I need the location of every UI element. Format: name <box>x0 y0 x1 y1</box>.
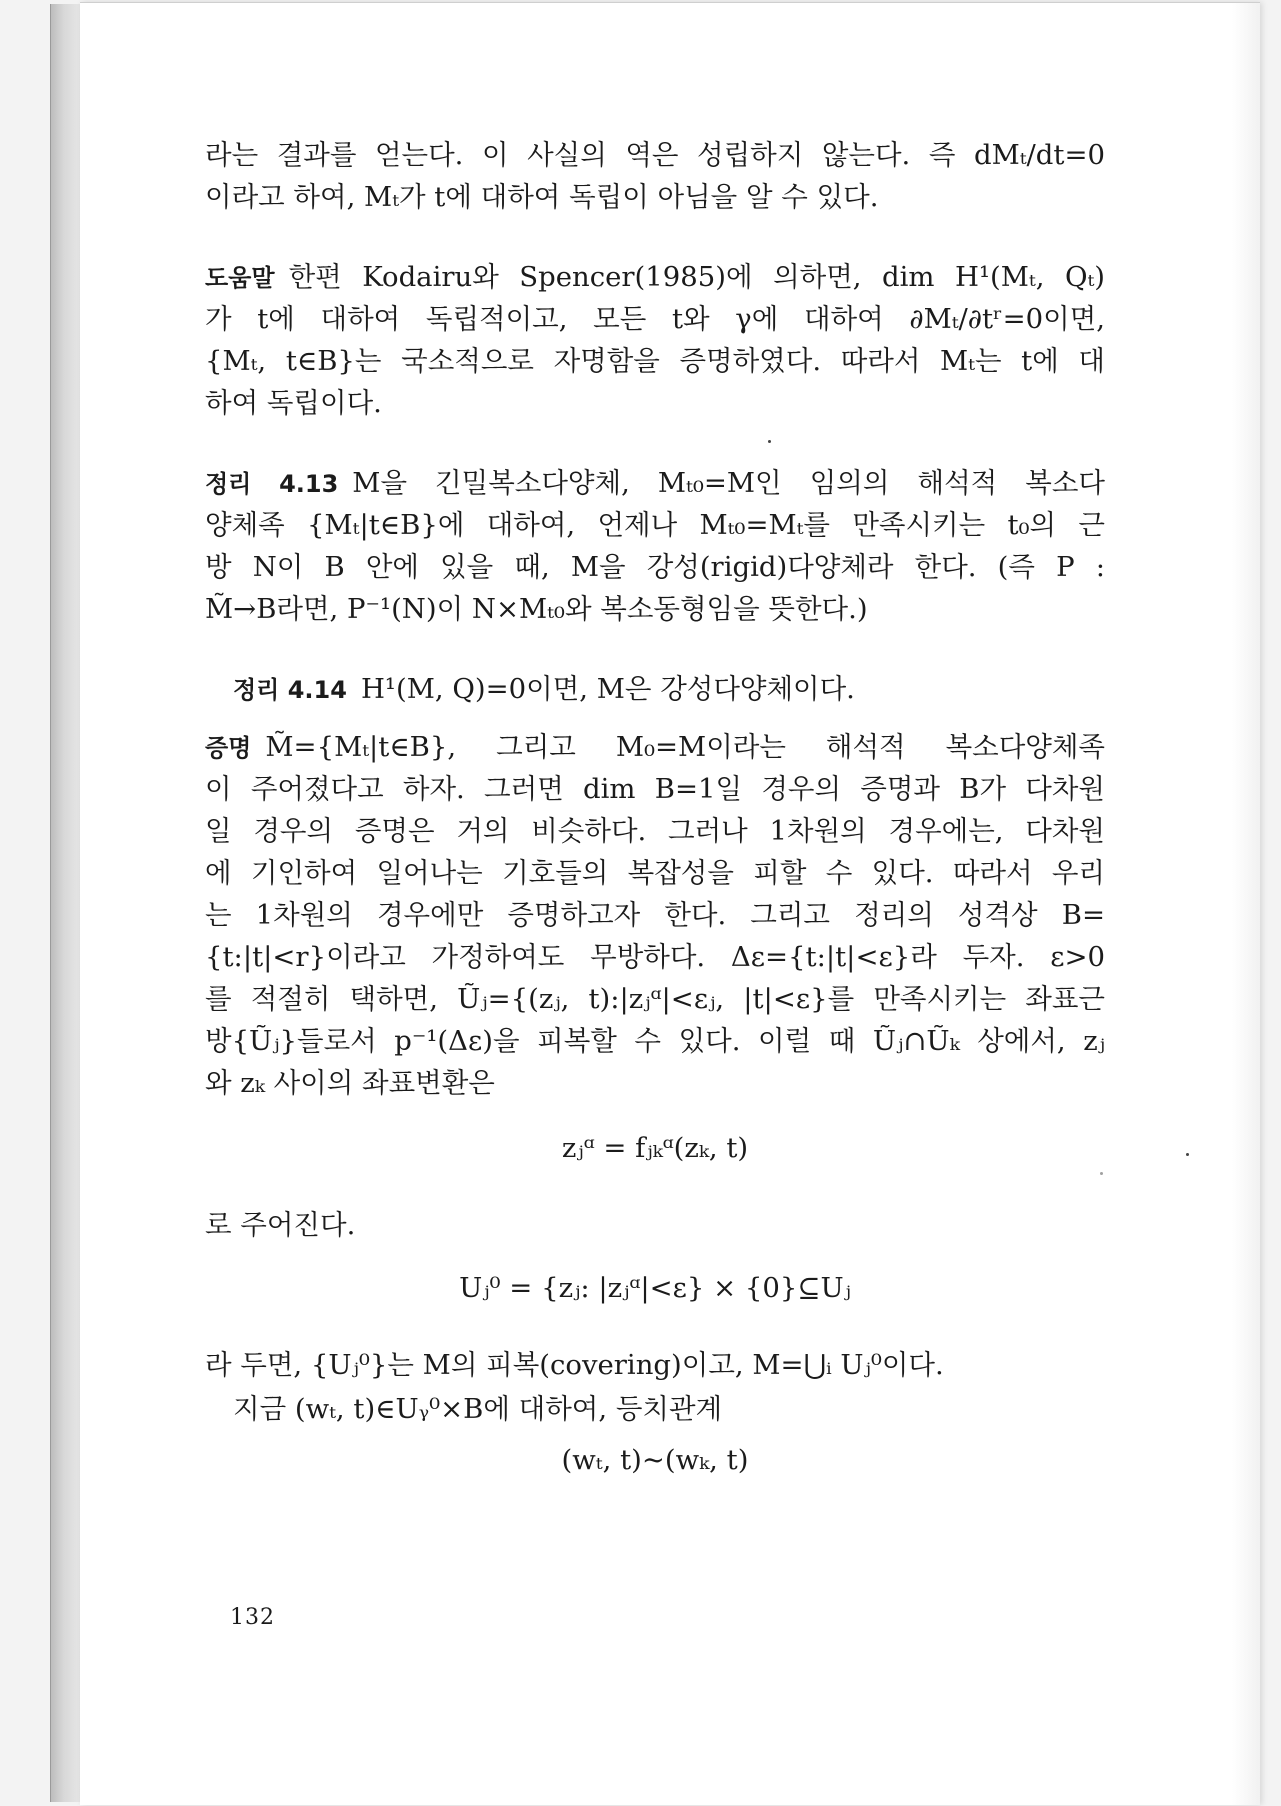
text-line: 방{Ũⱼ}들로서 p⁻¹(Δε)을 피복할 수 있다. 이럴 때 Ũⱼ∩Ũₖ 상에서, zⱼ <box>205 1025 1105 1057</box>
text-line: 와 zₖ 사이의 좌표변환은 <box>205 1067 495 1099</box>
text-line: 는 1차원의 경우에만 증명하고자 한다. 그리고 정리의 성격상 B= <box>205 899 1105 931</box>
scan-speck <box>768 440 771 443</box>
page-number: 132 <box>230 1605 275 1630</box>
text-line: 지금 (wₜ, t)∈Uᵧ⁰×B에 대하여, 등치관계 <box>233 1393 723 1425</box>
theorem-4-14 <box>205 666 1105 706</box>
text-line: 를 적절히 택하면, Ũⱼ={(zⱼ, t):|zⱼᵅ|<εⱼ, |t|<ε}를 만족시키는 좌표근 <box>205 983 1105 1015</box>
text-line: 가 t에 대하여 독립적이고, 모든 t와 γ에 대하여 ∂Mₜ/∂tʳ=0이면, <box>205 303 1105 335</box>
text-line: 에 기인하여 일어나는 기호들의 복잡성을 피할 수 있다. 따라서 우리 <box>205 857 1105 889</box>
scan-speck <box>1186 1153 1189 1156</box>
theorem-label: 정리 4.14 <box>233 676 347 704</box>
remark-paragraph-start <box>205 254 1105 294</box>
text-line: M̃={Mₜ|t∈B}, 그리고 M₀=M이라는 해석적 복소다양체족 <box>265 731 1105 763</box>
equation-coordinate-transform: zⱼᵅ = fⱼₖᵅ(zₖ, t) <box>561 1132 749 1164</box>
theorem-4-13-start <box>205 460 1105 500</box>
proof-start <box>205 724 1105 764</box>
proof-label: 증명 <box>205 734 252 762</box>
text-line: 로 주어진다. <box>205 1209 356 1241</box>
text-line: 일 경우의 증명은 거의 비슷하다. 그러나 1차원의 경우에는, 다차원 <box>205 815 1105 847</box>
text-line: M̃→B라면, P⁻¹(N)이 N×Mₜ₀와 복소동형임을 뜻한다.) <box>205 593 868 625</box>
text-line: {Mₜ, t∈B}는 국소적으로 자명함을 증명하였다. 따라서 Mₜ는 t에 대 <box>205 345 1105 377</box>
text-line: 라는 결과를 얻는다. 이 사실의 역은 성립하지 않는다. 즉 dMₜ/dt=0 <box>205 139 1105 171</box>
equation-open-set: Uⱼ⁰ = {zⱼ: |zⱼᵅ|<ε} × {0}⊆Uⱼ <box>459 1272 851 1304</box>
remark-label: 도움말 <box>205 264 275 292</box>
text-line: 한편 Kodairu와 Spencer(1985)에 의하면, dim H¹(Mₜ, Qₜ) <box>288 261 1105 293</box>
text-line: 방 N이 B 안에 있을 때, M을 강성(rigid)다양체라 한다. (즉 P : <box>205 551 1105 583</box>
scan-speck <box>1100 1172 1103 1175</box>
text-line: 라 두면, {Uⱼ⁰}는 M의 피복(covering)이고, M=⋃ᵢ Uⱼ⁰이다. <box>205 1349 944 1381</box>
theorem-label: 정리 4.13 <box>205 470 339 498</box>
text-line: H¹(M, Q)=0이면, M은 강성다양체이다. <box>360 673 855 705</box>
book-spine-edge <box>50 4 83 1802</box>
text-line: 하여 독립이다. <box>205 387 382 419</box>
text-line: 양체족 {Mₜ|t∈B}에 대하여, 언제나 Mₜ₀=Mₜ를 만족시키는 t₀의 근 <box>205 509 1105 541</box>
equation-equivalence: (wₜ, t)∼(wₖ, t) <box>561 1444 749 1476</box>
text-line: {t:|t|<r}이라고 가정하여도 무방하다. Δε={t:|t|<ε}라 두자. ε>0 <box>205 941 1105 973</box>
page-edge-shadow <box>1232 3 1260 1805</box>
text-line: 이 주어졌다고 하자. 그러면 dim B=1일 경우의 증명과 B가 다차원 <box>205 773 1105 805</box>
text-line: 이라고 하여, Mₜ가 t에 대하여 독립이 아님을 알 수 있다. <box>205 181 879 213</box>
text-line: M을 긴밀복소다양체, Mₜ₀=M인 임의의 해석적 복소다 <box>352 467 1105 499</box>
